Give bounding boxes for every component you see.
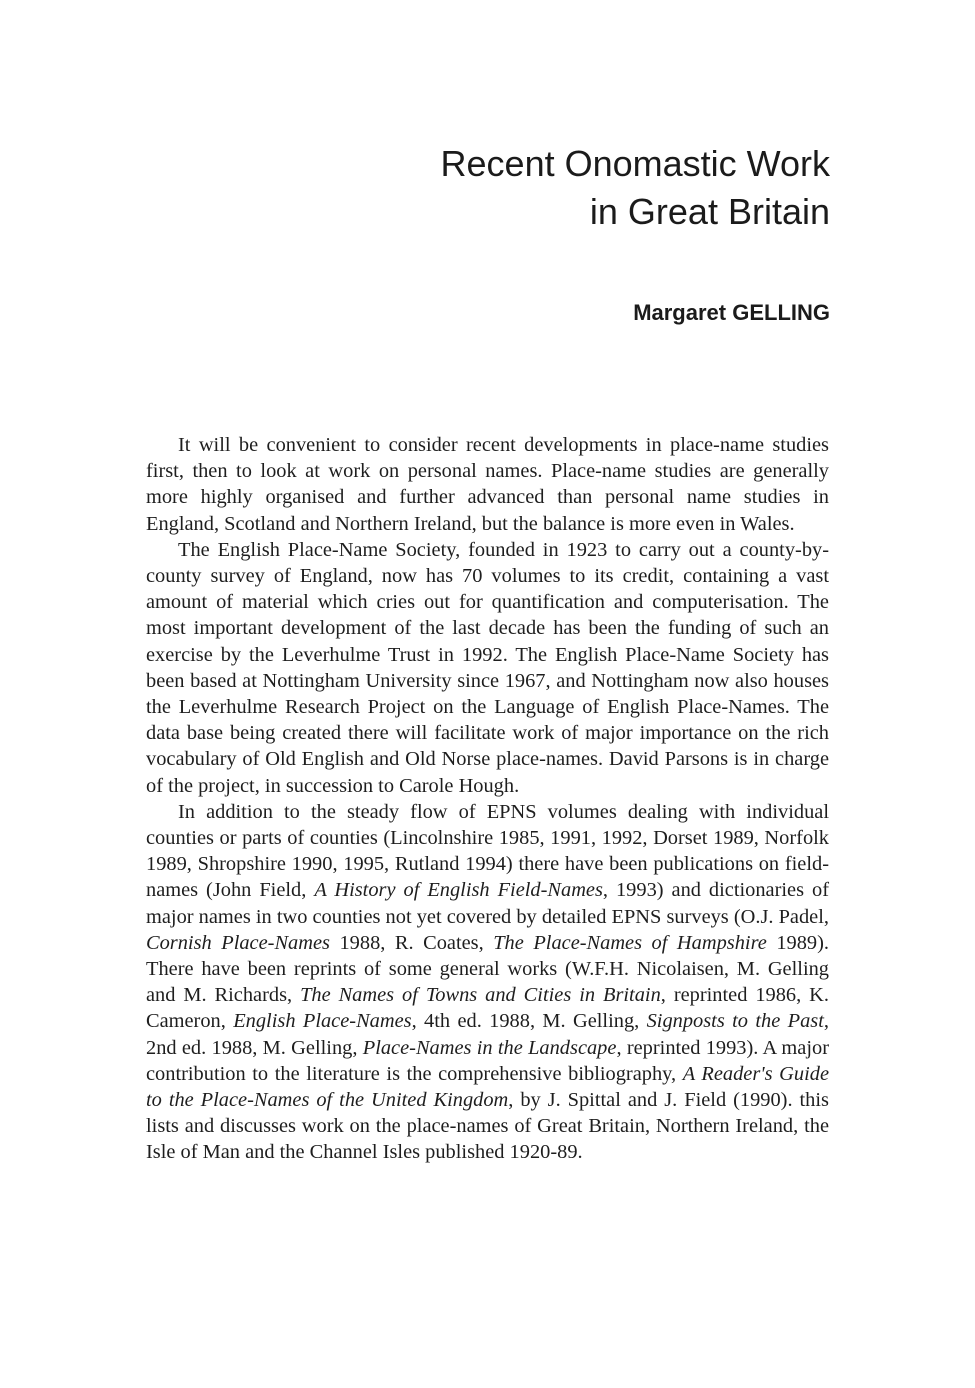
paragraph-text: , 1993) and dictionaries of major names in two counties not yet covered by detailed EPNS surveys (O.J. Padel, bbox=[146, 879, 829, 928]
cited-title: The Names of Towns and Cities in Britain bbox=[300, 984, 661, 1007]
cited-title: The Place-Names of Hampshire bbox=[493, 931, 767, 954]
paragraph-text: , reprinted 1993). A major contribution to the literature is the comprehensive bibliography, bbox=[146, 1036, 829, 1085]
paragraph-text: In addition to the steady flow of EPNS volumes dealing with individual counties or parts of counties (Lincolnshire 1985, 1991, 1992, Dorset 1989, Norfolk 1989, Shropshire 1990, 1995, Rutland 1994) there have been publications on field-names (John Field, bbox=[146, 800, 829, 902]
cited-title: English Place-Names bbox=[233, 1010, 412, 1033]
title-line-2: in Great Britain bbox=[589, 191, 830, 232]
cited-title: Cornish Place-Names bbox=[146, 931, 330, 954]
title-line-1: Recent Onomastic Work bbox=[440, 143, 830, 184]
paragraph-text: , reprinted 1986, K. Cameron, bbox=[146, 984, 829, 1033]
paragraph-text: , by J. Spittal and J. Field (1990). this lists and discusses work on the place-names of Great Britain, Northern Ireland, the Isle of Man and the Channel Isles published 1920-89. bbox=[146, 1089, 829, 1164]
paragraph-text: , 4th ed. 1988, M. Gelling, bbox=[411, 1010, 647, 1033]
paragraph-text: The English Place-Name Society, founded in 1923 to carry out a county-by-county survey of England, now has 70 volumes to its credit, containing a vast amount of material which cries out for quantification and computerisation. The most important development of the last decade has been the funding of such an exercise by the Leverhulme Trust in 1992. The English Place-Name Society has been based at Nottingham University since 1967, and Nottingham now also houses the Leverhulme Research Project on the Language of English Place-Names. The data base being created there will facilitate work of major importance on the rich vocabulary of Old English and Old Norse place-names. David Parsons is in charge of the project, in succession to Carole Hough. bbox=[146, 538, 829, 797]
paragraph-text: 1989). There have been reprints of some general works (W.F.H. Nicolaisen, M. Gelling and M. Richards, bbox=[146, 931, 829, 1007]
paragraph-text: 1988, R. Coates, bbox=[329, 931, 494, 954]
cited-title: Place-Names in the Landscape bbox=[362, 1036, 617, 1059]
body-paragraph bbox=[146, 537, 829, 799]
cited-title: A History of English Field-Names bbox=[314, 879, 603, 902]
article-title bbox=[441, 140, 830, 236]
paragraph-text: It will be convenient to consider recent developments in place-name studies first, then to look at work on personal names. Place-name studies are generally more highly organised and further advanced than personal name studies in England, Scotland and Northern Ireland, but the balance is more even in Wales. bbox=[146, 434, 829, 535]
body-paragraph bbox=[146, 432, 829, 537]
paragraph-text: , 2nd ed. 1988, M. Gelling, bbox=[146, 1010, 829, 1059]
cited-title: A Reader's Guide to the Place-Names of the United Kingdom bbox=[146, 1062, 830, 1112]
author-name: Margaret GELLING bbox=[633, 300, 830, 325]
cited-title: Signposts to the Past bbox=[646, 1010, 824, 1033]
article-body bbox=[146, 432, 829, 1166]
body-paragraph bbox=[146, 799, 829, 1166]
